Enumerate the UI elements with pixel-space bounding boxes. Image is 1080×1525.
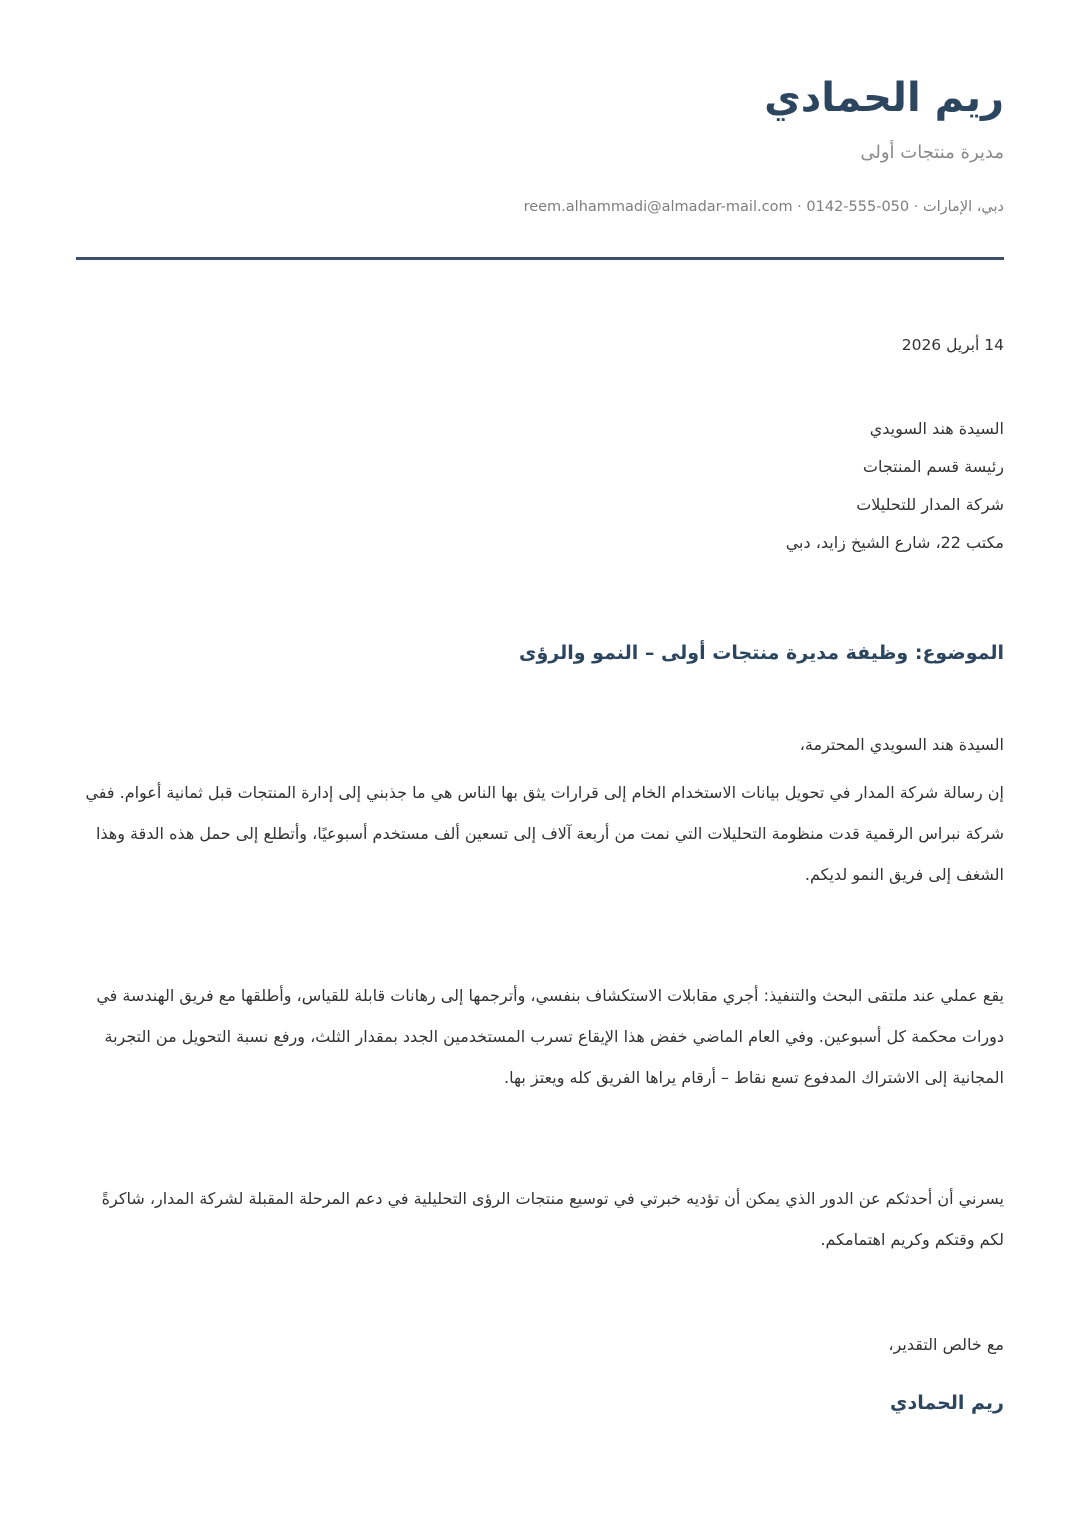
letter-salutation: السيدة هند السويدي المحترمة، (799, 735, 1004, 754)
contact-email: reem.alhammadi@almadar-mail.com (523, 199, 793, 215)
body-paragraph-3: يسرني أن أحدثكم عن الدور الذي يمكن أن تؤديه خبرتي في توسيع منتجات الرؤى التحليلية في دعم المرحلة المقبلة لشركة المدار، شاكرةً لكم وقتكم وكريم اهتمامكم. (101, 1189, 1004, 1249)
contact-separator: · (792, 199, 807, 215)
contact-separator: · (909, 199, 923, 215)
letter-date: 14 أبريل 2026 (901, 336, 1004, 354)
recipient-block (786, 410, 1004, 562)
contact-line (524, 195, 1004, 219)
sender-name: ريم الحمادي (764, 75, 1004, 121)
sender-job-title: مديرة منتجات أولى (860, 142, 1004, 163)
body-paragraph-1: إن رسالة شركة المدار في تحويل بيانات الاستخدام الخام إلى قرارات يثق بها الناس هي ما جذبني إلى إدارة المنتجات قبل ثمانية أعوام. ففي شركة نبراس الرقمية قدت منظومة التحليلات التي نمت من أربعة آلاف إلى تسعين ألف مستخدم أسبوعيًا، وأتطلع إلى حمل هذه الدقة وهذا الشغف إلى فريق النمو لديكم. (85, 783, 1004, 884)
body-paragraph-2: يقع عملي عند ملتقى البحث والتنفيذ: أجري مقابلات الاستكشاف بنفسي، وأترجمها إلى رهانات قابلة للقياس، وأطلقها مع فريق الهندسة في دورات محكمة كل أسبوعين. وفي العام الماضي خفض هذا الإيقاع تسرب المستخدمين الجدد بمقدار الثلث، ورفع نسبة التحويل من التجربة المجانية إلى الاشتراك المدفوع تسع نقاط – أرقام يراها الفريق كله ويعتز بها. (96, 986, 1004, 1087)
letter-signature: ريم الحمادي (890, 1392, 1004, 1414)
recipient-name: السيدة هند السويدي (869, 419, 1004, 438)
contact-phone: 0142-555-050 (806, 199, 910, 215)
recipient-role: رئيسة قسم المنتجات (862, 457, 1004, 476)
header-divider (76, 257, 1004, 260)
recipient-address: مكتب 22، شارع الشيخ زايد، دبي (785, 533, 1004, 552)
contact-location: دبي، الإمارات (922, 199, 1004, 215)
letter-closing: مع خالص التقدير، (888, 1335, 1004, 1354)
recipient-company: شركة المدار للتحليلات (856, 495, 1004, 514)
letter-subject: الموضوع: وظيفة مديرة منتجات أولى – النمو والرؤى (519, 642, 1004, 664)
